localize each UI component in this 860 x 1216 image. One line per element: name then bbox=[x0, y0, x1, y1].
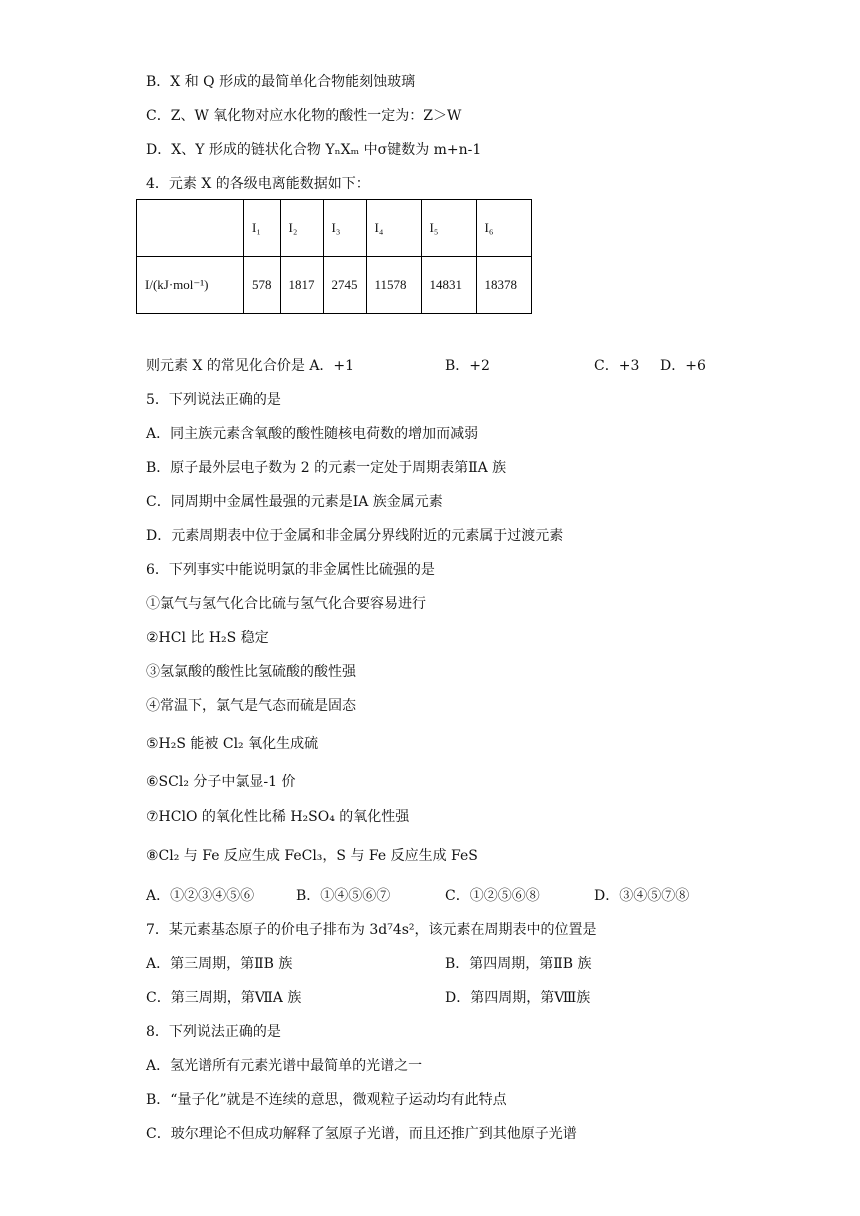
q6-option-d: D．③④⑤⑦⑧ bbox=[594, 888, 690, 904]
table-cell: 11578 bbox=[366, 257, 421, 314]
q6-statement-2: ②HCl 比 H₂S 稳定 bbox=[146, 630, 269, 646]
ionization-energy-table bbox=[136, 199, 532, 314]
table-row-label: I/(kJ·mol⁻¹) bbox=[137, 257, 244, 314]
table-header-cell bbox=[137, 200, 244, 257]
q7-option-d: D．第四周期，第Ⅷ族 bbox=[445, 990, 591, 1006]
q6-statement-6: ⑥SCl₂ 分子中氯显-1 价 bbox=[146, 774, 296, 790]
q5-stem: 5．下列说法正确的是 bbox=[146, 392, 281, 408]
q6-option-b: B．①④⑤⑥⑦ bbox=[296, 888, 391, 904]
q6-statement-4: ④常温下，氯气是气态而硫是固态 bbox=[146, 698, 356, 714]
q5-option-c: C．同周期中金属性最强的元素是ⅠA 族金属元素 bbox=[146, 494, 443, 510]
q8-option-b: B．“量子化”就是不连续的意思，微观粒子运动均有此特点 bbox=[146, 1092, 507, 1108]
q6-statement-8: ⑧Cl₂ 与 Fe 反应生成 FeCl₃，S 与 Fe 反应生成 FeS bbox=[146, 848, 478, 864]
q7-option-c: C．第三周期，第ⅦA 族 bbox=[146, 990, 302, 1006]
q8-option-c: C．玻尔理论不但成功解释了氢原子光谱，而且还推广到其他原子光谱 bbox=[146, 1126, 577, 1142]
q7-option-b: B．第四周期，第ⅡB 族 bbox=[445, 956, 592, 972]
table-cell: 18378 bbox=[476, 257, 531, 314]
q8-stem: 8．下列说法正确的是 bbox=[146, 1024, 281, 1040]
q6-statement-1: ①氯气与氢气化合比硫与氢气化合要容易进行 bbox=[146, 596, 426, 612]
q6-statement-5: ⑤H₂S 能被 Cl₂ 氧化生成硫 bbox=[146, 736, 319, 752]
q4-option-b: B．+2 bbox=[445, 358, 490, 374]
q6-statement-7: ⑦HClO 的氧化性比稀 H₂SO₄ 的氧化性强 bbox=[146, 809, 410, 825]
q4-option-c: C．+3 bbox=[594, 358, 640, 374]
q7-stem: 7．某元素基态原子的价电子排布为 3d⁷4s²，该元素在周期表中的位置是 bbox=[146, 922, 597, 938]
table-cell: 2745 bbox=[323, 257, 366, 314]
table-row bbox=[137, 257, 532, 314]
table-header-row bbox=[137, 200, 532, 257]
q4-option-d: D．+6 bbox=[660, 358, 706, 374]
q5-option-d: D．元素周期表中位于金属和非金属分界线附近的元素属于过渡元素 bbox=[146, 528, 564, 544]
table-header-cell: I₆ bbox=[476, 200, 531, 257]
q5-option-b: B．原子最外层电子数为 2 的元素一定处于周期表第ⅡA 族 bbox=[146, 460, 507, 476]
q3-option-c: C．Z、W 氧化物对应水化物的酸性一定为：Z＞W bbox=[146, 108, 462, 124]
q8-option-a: A．氢光谱所有元素光谱中最简单的光谱之一 bbox=[146, 1058, 423, 1074]
q3-option-d: D．X、Y 形成的链状化合物 YₙXₘ 中σ键数为 m+n-1 bbox=[146, 142, 482, 158]
q4-stem: 4．元素 X 的各级电离能数据如下： bbox=[146, 176, 370, 192]
q5-option-a: A．同主族元素含氧酸的酸性随核电荷数的增加而减弱 bbox=[146, 426, 479, 442]
table-header-cell: I₃ bbox=[323, 200, 366, 257]
table-header-cell: I₁ bbox=[244, 200, 281, 257]
table-header-cell: I₅ bbox=[421, 200, 476, 257]
q6-option-a: A．①②③④⑤⑥ bbox=[146, 888, 255, 904]
q7-option-a: A．第三周期，第ⅡB 族 bbox=[146, 956, 293, 972]
table-cell: 578 bbox=[244, 257, 281, 314]
q4-question: 则元素 X 的常见化合价是 A．+1 bbox=[146, 358, 355, 374]
table-cell: 1817 bbox=[280, 257, 323, 314]
q6-stem: 6．下列事实中能说明氯的非金属性比硫强的是 bbox=[146, 562, 435, 578]
table-header-cell: I₄ bbox=[366, 200, 421, 257]
q6-statement-3: ③氢氯酸的酸性比氢硫酸的酸性强 bbox=[146, 664, 356, 680]
table-header-cell: I₂ bbox=[280, 200, 323, 257]
q6-option-c: C．①②⑤⑥⑧ bbox=[445, 888, 540, 904]
table-cell: 14831 bbox=[421, 257, 476, 314]
q3-option-b: B．X 和 Q 形成的最简单化合物能刻蚀玻璃 bbox=[146, 74, 416, 90]
